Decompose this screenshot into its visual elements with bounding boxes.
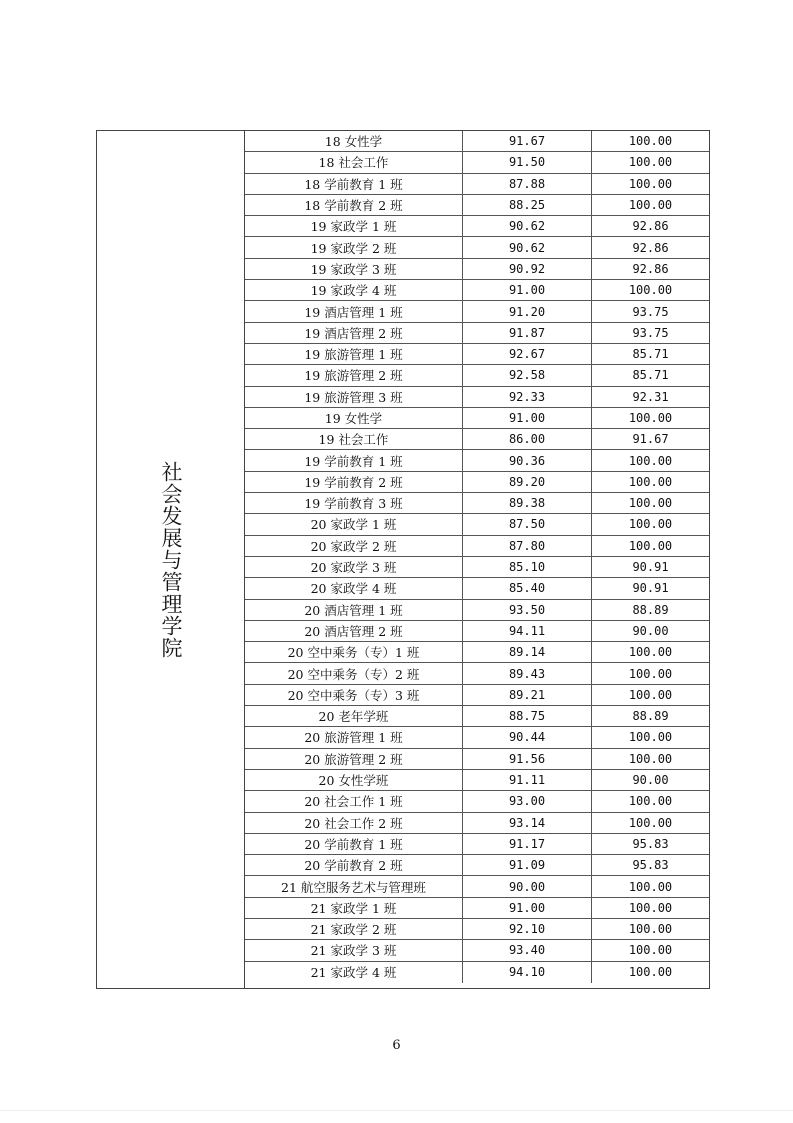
class-name-cell: 19 酒店管理 2 班 — [304, 325, 403, 341]
score-cell: 85.40 — [462, 578, 591, 598]
class-name-cell: 19 社会工作 — [318, 432, 389, 448]
rate-cell: 100.00 — [591, 749, 709, 769]
rate-cell: 92.86 — [591, 216, 709, 236]
class-name-cell: 19 女性学 — [324, 411, 383, 426]
class-name-cell: 18 学前教育 2 班 — [304, 198, 403, 214]
score-cell: 91.09 — [462, 855, 591, 875]
rate-cell: 85.71 — [591, 365, 709, 385]
table-row — [245, 514, 709, 535]
class-name-cell: 19 学前教育 2 班 — [304, 474, 403, 490]
score-cell: 91.00 — [462, 898, 591, 918]
page-bottom-edge — [0, 1110, 793, 1111]
class-name-cell: 19 家政学 3 班 — [310, 261, 397, 277]
rate-cell: 100.00 — [591, 152, 709, 172]
score-cell: 91.17 — [462, 834, 591, 854]
table-row — [245, 876, 709, 897]
table-row — [245, 323, 709, 344]
rate-cell: 91.67 — [591, 429, 709, 449]
table-row — [245, 344, 709, 365]
table-row — [245, 813, 709, 834]
table-row — [245, 621, 709, 642]
class-name-cell: 18 女性学 — [324, 134, 383, 150]
score-cell: 87.80 — [462, 536, 591, 556]
table-row — [245, 195, 709, 216]
table-row — [245, 429, 709, 450]
score-cell: 88.25 — [462, 195, 591, 215]
class-name-cell: 21 家政学 4 班 — [310, 965, 397, 981]
class-name-cell: 21 航空服务艺术与管理班 — [281, 879, 426, 895]
table-row — [245, 855, 709, 876]
table-row — [245, 450, 709, 471]
class-name-cell: 20 空中乘务（专）2 班 — [287, 666, 420, 682]
rate-cell: 100.00 — [591, 919, 709, 939]
rate-cell: 85.71 — [591, 344, 709, 364]
class-name-cell: 20 酒店管理 1 班 — [304, 602, 403, 618]
table-row — [245, 536, 709, 557]
score-cell: 92.10 — [462, 919, 591, 939]
rate-cell: 93.75 — [591, 301, 709, 321]
class-name-cell: 20 女性学班 — [318, 773, 389, 789]
score-cell: 88.75 — [462, 706, 591, 726]
class-name-cell: 21 家政学 2 班 — [310, 922, 397, 938]
score-cell: 93.50 — [462, 600, 591, 620]
table-row — [245, 706, 709, 727]
score-cell: 91.11 — [462, 770, 591, 790]
table-row — [245, 387, 709, 408]
score-cell: 89.20 — [462, 472, 591, 492]
table-row — [245, 791, 709, 812]
rate-cell: 100.00 — [591, 174, 709, 194]
score-cell: 93.00 — [462, 791, 591, 811]
rate-cell: 92.86 — [591, 259, 709, 279]
score-cell: 89.21 — [462, 685, 591, 705]
rate-cell: 100.00 — [591, 131, 709, 151]
class-name-cell: 19 酒店管理 1 班 — [304, 304, 403, 320]
class-name-cell: 20 旅游管理 1 班 — [304, 730, 403, 746]
score-cell: 89.38 — [462, 493, 591, 513]
score-cell: 85.10 — [462, 557, 591, 577]
rate-cell: 92.86 — [591, 237, 709, 257]
class-name-cell: 19 家政学 1 班 — [310, 219, 397, 235]
score-cell: 94.11 — [462, 621, 591, 641]
class-name-cell: 19 家政学 2 班 — [310, 240, 397, 256]
rate-cell: 88.89 — [591, 600, 709, 620]
class-name-cell: 20 旅游管理 2 班 — [304, 751, 403, 767]
class-name-cell: 20 家政学 3 班 — [310, 560, 397, 576]
rate-cell: 100.00 — [591, 727, 709, 747]
score-cell: 89.43 — [462, 663, 591, 683]
table-rows — [245, 131, 709, 988]
rate-cell: 100.00 — [591, 514, 709, 534]
class-name-cell: 20 学前教育 2 班 — [304, 858, 403, 874]
class-name-cell: 20 学前教育 1 班 — [304, 836, 403, 852]
table-row — [245, 259, 709, 280]
score-cell: 91.67 — [462, 131, 591, 151]
score-cell: 91.50 — [462, 152, 591, 172]
rate-cell: 100.00 — [591, 663, 709, 683]
rate-cell: 90.91 — [591, 557, 709, 577]
class-name-cell: 20 家政学 1 班 — [310, 517, 397, 533]
class-name-cell: 21 家政学 3 班 — [310, 943, 397, 959]
rate-cell: 95.83 — [591, 834, 709, 854]
score-cell: 93.14 — [462, 813, 591, 833]
table-row — [245, 280, 709, 301]
score-cell: 86.00 — [462, 429, 591, 449]
score-cell: 90.36 — [462, 450, 591, 470]
table-row — [245, 834, 709, 855]
rate-cell: 100.00 — [591, 898, 709, 918]
score-cell: 90.62 — [462, 216, 591, 236]
table-row — [245, 493, 709, 514]
table-row — [245, 237, 709, 258]
class-name-cell: 18 学前教育 1 班 — [304, 176, 403, 192]
table-row — [245, 578, 709, 599]
score-cell: 89.14 — [462, 642, 591, 662]
rate-cell: 100.00 — [591, 685, 709, 705]
rate-cell: 100.00 — [591, 962, 709, 983]
rate-cell: 90.91 — [591, 578, 709, 598]
class-name-cell: 20 社会工作 2 班 — [304, 815, 403, 831]
table-row — [245, 472, 709, 493]
score-cell: 90.44 — [462, 727, 591, 747]
rate-cell: 100.00 — [591, 195, 709, 215]
table-row — [245, 898, 709, 919]
table-row — [245, 152, 709, 173]
score-cell: 90.62 — [462, 237, 591, 257]
class-name-cell: 20 空中乘务（专）3 班 — [287, 687, 420, 703]
class-name-cell: 19 旅游管理 3 班 — [304, 389, 403, 405]
rate-cell: 93.75 — [591, 323, 709, 343]
rate-cell: 90.00 — [591, 621, 709, 641]
rate-cell: 100.00 — [591, 280, 709, 300]
table-row — [245, 174, 709, 195]
table-row — [245, 642, 709, 663]
class-name-cell: 20 老年学班 — [318, 709, 389, 725]
class-name-cell: 19 学前教育 1 班 — [304, 453, 403, 469]
class-name-cell: 20 家政学 4 班 — [310, 581, 397, 597]
table-row — [245, 919, 709, 940]
class-name-cell: 18 社会工作 — [318, 155, 389, 171]
table-row — [245, 216, 709, 237]
table-row — [245, 727, 709, 748]
rate-cell: 100.00 — [591, 472, 709, 492]
rate-cell: 100.00 — [591, 791, 709, 811]
rate-cell: 100.00 — [591, 493, 709, 513]
table-row — [245, 962, 709, 983]
rate-cell: 100.00 — [591, 813, 709, 833]
score-cell: 91.87 — [462, 323, 591, 343]
score-cell: 94.10 — [462, 962, 591, 983]
table-row — [245, 749, 709, 770]
rate-cell: 88.89 — [591, 706, 709, 726]
class-name-cell: 19 家政学 4 班 — [310, 283, 397, 299]
score-cell: 90.00 — [462, 876, 591, 896]
score-cell: 91.20 — [462, 301, 591, 321]
table-row — [245, 663, 709, 684]
class-name-cell: 19 旅游管理 1 班 — [304, 347, 403, 363]
department-name: 社会发展与管理学院 — [159, 460, 183, 659]
class-name-cell: 19 学前教育 3 班 — [304, 496, 403, 512]
rate-cell: 100.00 — [591, 642, 709, 662]
score-cell: 91.00 — [462, 408, 591, 428]
score-cell: 91.56 — [462, 749, 591, 769]
table-row — [245, 770, 709, 791]
table-row — [245, 131, 709, 152]
rate-cell: 100.00 — [591, 940, 709, 960]
score-cell: 92.58 — [462, 365, 591, 385]
rate-cell: 90.00 — [591, 770, 709, 790]
score-cell: 93.40 — [462, 940, 591, 960]
table-row — [245, 557, 709, 578]
table-row — [245, 685, 709, 706]
score-table — [96, 130, 710, 989]
rate-cell: 100.00 — [591, 536, 709, 556]
class-name-cell: 21 家政学 1 班 — [310, 900, 397, 916]
table-row — [245, 600, 709, 621]
page-number: 6 — [392, 1038, 401, 1053]
class-name-cell: 20 家政学 2 班 — [310, 538, 397, 554]
class-name-cell: 20 酒店管理 2 班 — [304, 623, 403, 639]
score-cell: 90.92 — [462, 259, 591, 279]
score-cell: 91.00 — [462, 280, 591, 300]
score-cell: 92.33 — [462, 387, 591, 407]
class-name-cell: 19 旅游管理 2 班 — [304, 368, 403, 384]
rate-cell: 95.83 — [591, 855, 709, 875]
rate-cell: 100.00 — [591, 450, 709, 470]
rate-cell: 100.00 — [591, 408, 709, 428]
score-cell: 87.88 — [462, 174, 591, 194]
table-row — [245, 301, 709, 322]
rate-cell: 92.31 — [591, 387, 709, 407]
class-name-cell: 20 社会工作 1 班 — [304, 794, 403, 810]
department-cell — [97, 131, 245, 988]
score-cell: 87.50 — [462, 514, 591, 534]
score-cell: 92.67 — [462, 344, 591, 364]
table-row — [245, 408, 709, 429]
table-row — [245, 365, 709, 386]
rate-cell: 100.00 — [591, 876, 709, 896]
table-row — [245, 940, 709, 961]
class-name-cell: 20 空中乘务（专）1 班 — [287, 645, 420, 661]
